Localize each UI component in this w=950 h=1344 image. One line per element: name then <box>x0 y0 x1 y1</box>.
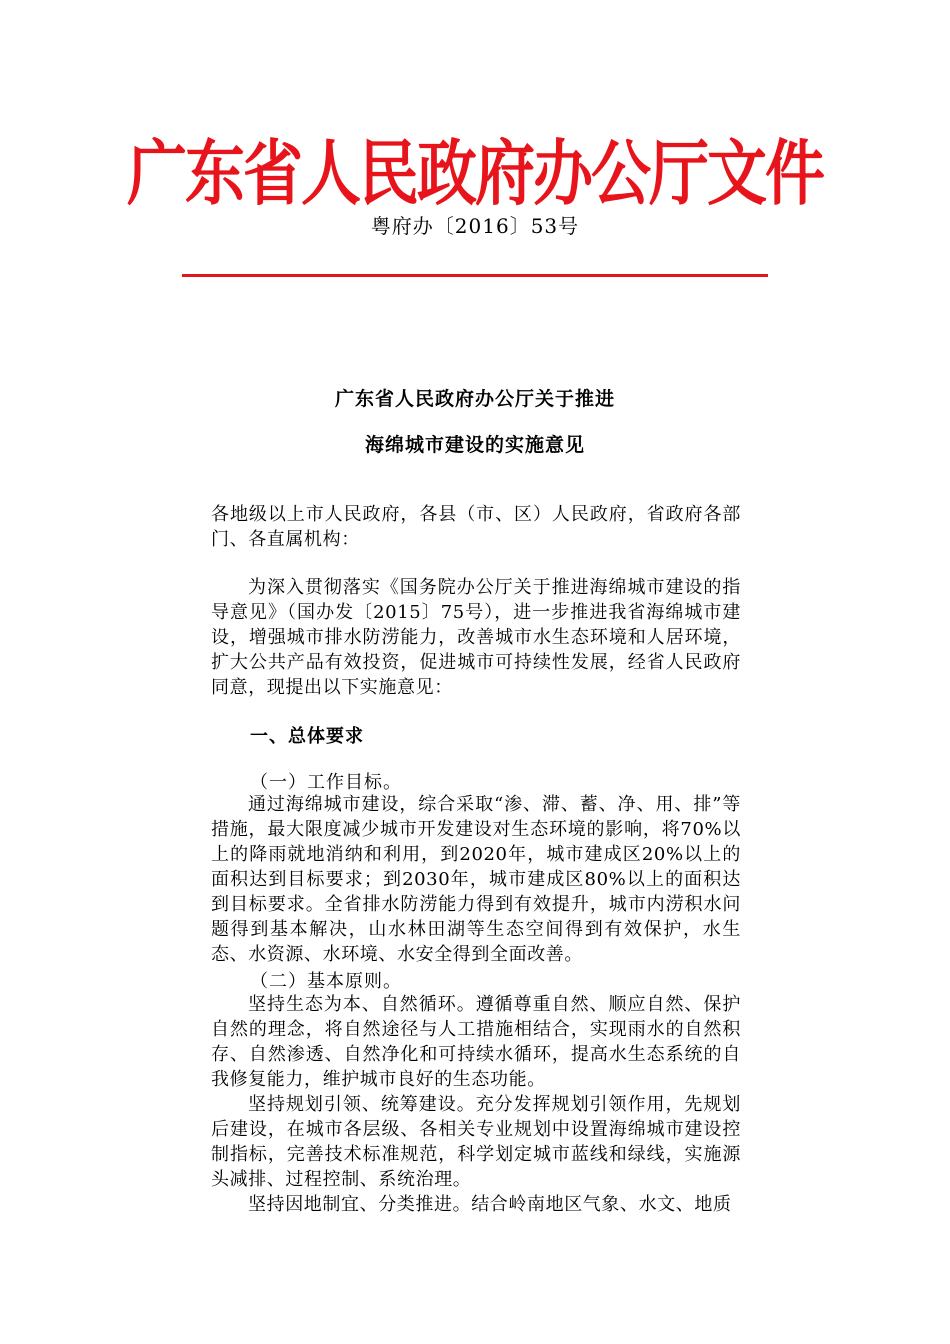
section-heading-general-requirements: 一、总体要求 <box>250 726 364 747</box>
document-title-line-1: 广东省人民政府办公厅关于推进 <box>334 388 615 410</box>
subheading-basic-principles: （二）基本原则。 <box>250 971 402 992</box>
principle-planning-paragraph: 坚持规划引领、统筹建设。充分发挥规划引领作用，先规划后建设，在城市各层级、各相关专业规划中设置海绵城市建设控制指标，完善技术标准规范，科学划定城市蓝线和绿线，实施源头减排、过程控制、系统治理。 <box>211 1094 741 1190</box>
intro-paragraph: 为深入贯彻落实《国务院办公厅关于推进海绵城市建设的指导意见》（国办发〔2015〕75号），进一步推进我省海绵城市建设，增强城市排水防涝能力，改善城市水生态环境和人居环境，扩大公共产品有效投资，促进城市可持续性发展，经省人民政府同意，现提出以下实施意见： <box>211 577 741 698</box>
subheading-work-goals: （一）工作目标。 <box>250 772 402 793</box>
red-separator-rule <box>182 274 768 277</box>
principle-ecology-paragraph: 坚持生态为本、自然循环。遵循尊重自然、顺应自然、保护自然的理念，将自然途径与人工措施相结合，实现雨水的自然积存、自然渗透、自然净化和可持续水循环，提高水生态系统的自我修复能力，维护城市良好的生态功能。 <box>211 994 741 1090</box>
work-goals-paragraph: 通过海绵城市建设，综合采取“渗、滞、蓄、净、用、排”等措施，最大限度减少城市开发建设对生态环境的影响，将70%以上的降雨就地消纳和利用，到2020年，城市建成区20%以上的面积达到目标要求；到2030年，城市建成区80%以上的面积达到目标要求。全省排水防涝能力得到有效提升，城市内涝积水问题得到基本解决，山水林田湖等生态空间得到有效保护，水生态、水资源、水环境、水安全得到全面改善。 <box>211 794 741 965</box>
document-masthead: 广东省人民政府办公厅文件 <box>127 133 823 216</box>
principle-local-conditions-paragraph: 坚持因地制宜、分类推进。结合岭南地区气象、水文、地质 <box>248 1194 732 1215</box>
addressee-paragraph: 各地级以上市人民政府，各县（市、区）人民政府，省政府各部门、各直属机构： <box>211 504 741 550</box>
document-title-line-2: 海绵城市建设的实施意见 <box>364 434 585 456</box>
document-number: 粤府办〔2016〕53号 <box>370 214 580 238</box>
